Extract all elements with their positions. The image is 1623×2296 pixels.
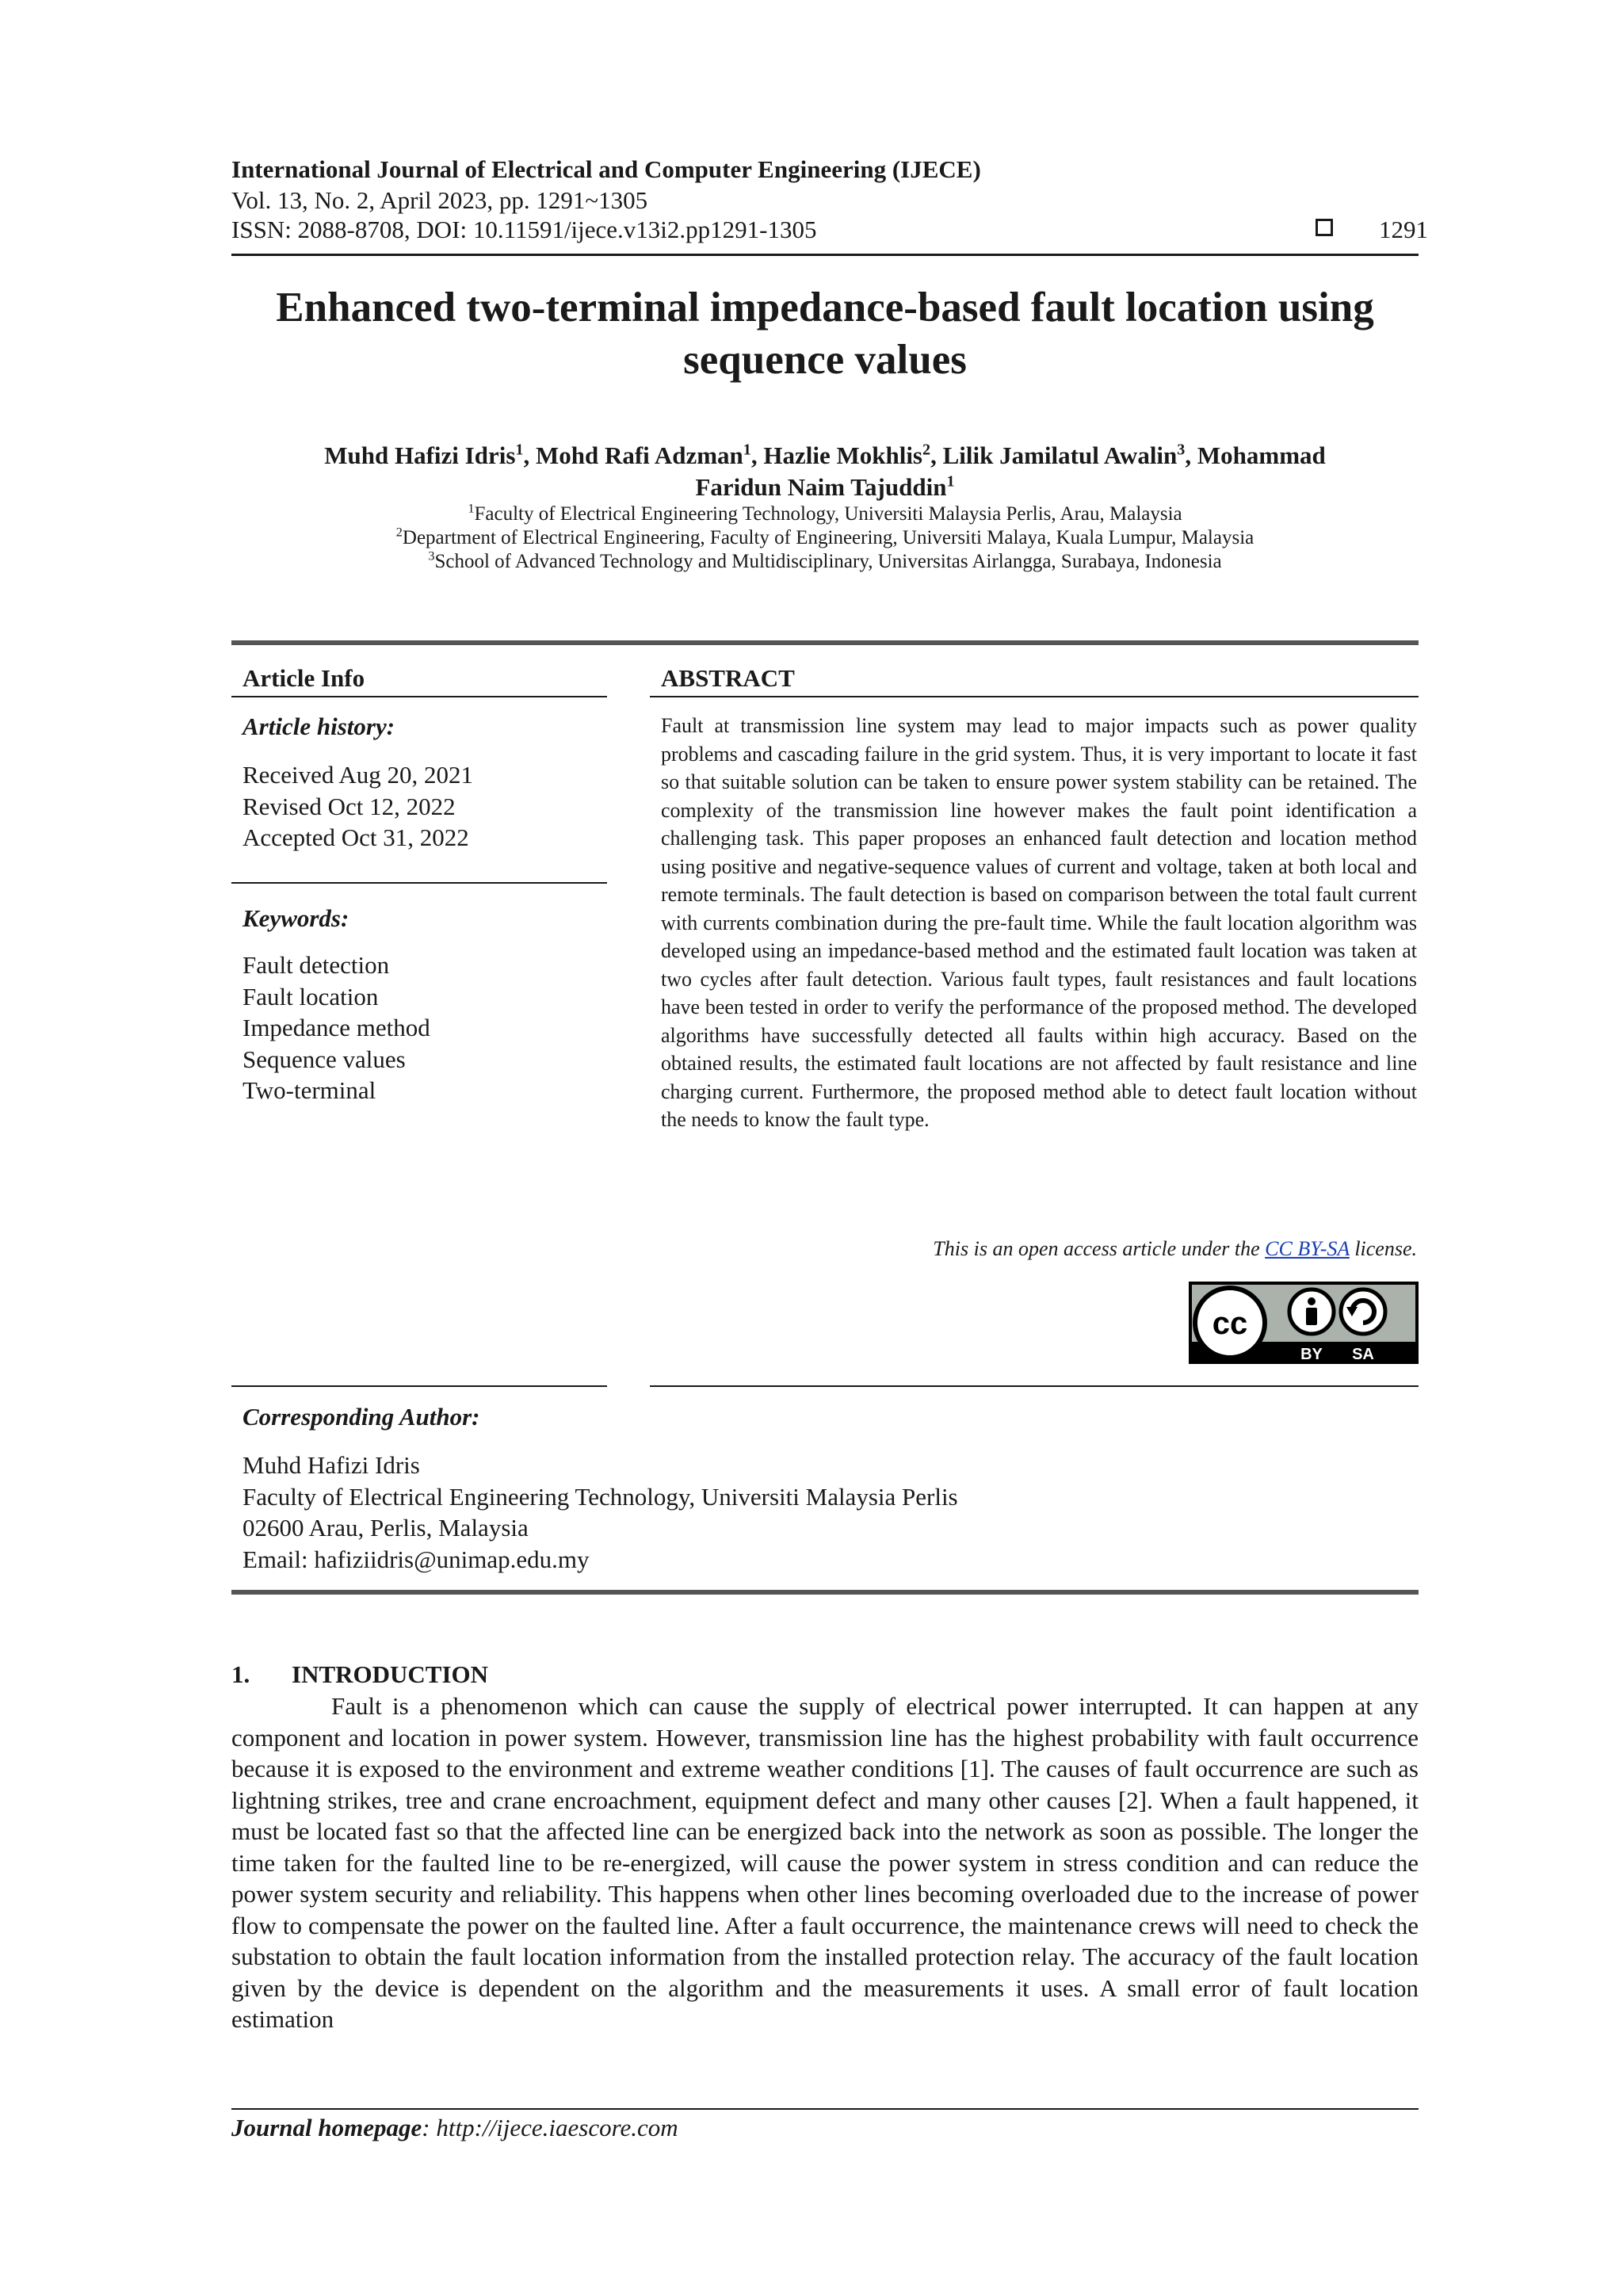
homepage-label: Journal homepage — [231, 2114, 422, 2141]
separator: , — [1185, 441, 1197, 469]
history-revised: Revised Oct 12, 2022 — [242, 792, 456, 820]
separator: , — [750, 441, 764, 469]
author-1: Muhd Hafizi Idris — [324, 441, 516, 469]
affiliation-2 — [231, 526, 1419, 550]
paper-title — [231, 281, 1419, 386]
affiliation-1-sup: 1 — [468, 501, 475, 516]
info-bottom-rule — [231, 1385, 607, 1387]
section-title: INTRODUCTION — [292, 1660, 489, 1688]
page-number: 1291 — [1379, 216, 1428, 243]
article-history-heading: Article history: — [242, 712, 395, 740]
keyword: Fault detection — [242, 951, 390, 979]
journal-homepage — [231, 2114, 678, 2142]
author-2-sup: 1 — [743, 441, 751, 459]
info-top-rule — [231, 640, 1419, 645]
corresponding-author-heading: Corresponding Author: — [242, 1403, 480, 1431]
abstract-heading: ABSTRACT — [661, 664, 795, 692]
title-line-2: sequence values — [683, 337, 967, 383]
affiliation-3-sup: 3 — [428, 548, 435, 563]
checkbox-square-icon — [1316, 219, 1333, 236]
history-received: Received Aug 20, 2021 — [242, 761, 474, 789]
section-number: 1. — [231, 1660, 250, 1688]
author-5-sup: 1 — [946, 472, 955, 491]
history-rule — [231, 882, 607, 884]
author-2: Mohd Rafi Adzman — [535, 441, 743, 469]
license-prefix: This is an open access article under the — [933, 1237, 1266, 1260]
cc-by-sa-badge — [1189, 1282, 1419, 1364]
issn-line: ISSN: 2088-8708, DOI: 10.11591/ijece.v13i2.pp1291-1305 — [231, 216, 817, 243]
author-5-part-2: Faridun Naim Tajuddin — [695, 473, 947, 501]
sa-label: SA — [1352, 1346, 1374, 1363]
abstract-bottom-rule — [650, 1385, 1419, 1387]
article-info-rule — [231, 696, 607, 697]
cc-by-sa-link[interactable]: CC BY-SA — [1265, 1237, 1350, 1260]
author-4-sup: 3 — [1177, 441, 1186, 459]
corresponding-affiliation: Faculty of Electrical Engineering Technology, Universiti Malaysia Perlis — [242, 1482, 958, 1511]
abstract-text: Fault at transmission line system may lead to major impacts such as power quality problems and cascading failure in the grid system. Thus, it is very important to locate it fast so that suitable solution can be taken to ensure power system stability can be retained. The complexity of the transmission line however makes the fault point identification a challenging task. This paper proposes an enhanced fault detection and location method using positive and negative-sequence values of current and voltage, taken at both local and remote terminals. The fault detection is based on comparison between the total fault current with currents combination during the pre-fault time. While the fault location algorithm was developed using an impedance-based method and the estimated fault location was taken at two cycles after fault detection. Various fault types, fault resistances and fault locations have been tested in order to verify the performance of the proposed method. The developed algorithms have successfully detected all faults within high accuracy. Based on the obtained results, the estimated fault locations are not affected by fault resistance and line charging current. Furthermore, the proposed method able to detect fault location without the needs to know the fault type. — [661, 714, 1417, 1131]
corresponding-bottom-rule — [231, 1590, 1419, 1595]
cc-logo-text: cc — [1212, 1306, 1248, 1341]
corresponding-name: Muhd Hafizi Idris — [242, 1451, 420, 1479]
title-line-1: Enhanced two-terminal impedance-based fault location using — [276, 285, 1374, 330]
journal-name: International Journal of Electrical and Computer Engineering (IJECE) — [231, 155, 981, 183]
homepage-url: : http://ijece.iaescore.com — [422, 2114, 678, 2141]
keyword: Impedance method — [242, 1014, 430, 1041]
introduction-text: Fault is a phenomenon which can cause the supply of electrical power interrupted. It can happen at any component and location in power system. However, transmission line has the highest probability with fault occurrence because it is exposed to the environment and extreme weather conditions [1]. The causes of fault occurrence are such as lightning strikes, tree and crane encroachment, equipment defect and many other causes [2]. When a fault happened, it must be located fast so that the affected line can be energized back into the network as soon as possible. The longer the time taken for the faulted line to be re-energized, will cause the power system in stress condition and can reduce the power system security and reliability. This happens when other lines becoming overloaded due to the increase of power flow to compensate the power on the faulted line. After a fault occurrence, the maintenance crews will need to check the substation to obtain the fault location information from the installed protection relay. The accuracy of the fault location given by the device is dependent on the algorithm and the measurements it uses. A small error of fault location estimation — [231, 1692, 1419, 2033]
abstract-rule — [650, 696, 1419, 697]
article-info-heading: Article Info — [242, 664, 365, 692]
keyword: Two-terminal — [242, 1076, 376, 1104]
article-history — [242, 759, 473, 854]
volume-line: Vol. 13, No. 2, April 2023, pp. 1291~1305 — [231, 186, 648, 214]
separator: , — [523, 441, 536, 469]
by-label: BY — [1300, 1346, 1323, 1363]
separator: , — [930, 441, 943, 469]
history-accepted: Accepted Oct 31, 2022 — [242, 823, 469, 851]
introduction-heading — [231, 1660, 488, 1689]
affiliation-3 — [231, 550, 1419, 574]
corresponding-email: Email: hafiziidris@unimap.edu.my — [242, 1545, 590, 1573]
affiliation-1 — [231, 502, 1419, 526]
author-3-sup: 2 — [922, 441, 931, 459]
corresponding-author-details — [242, 1450, 958, 1575]
keyword: Fault location — [242, 982, 379, 1010]
corresponding-address: 02600 Arau, Perlis, Malaysia — [242, 1514, 529, 1541]
author-list — [231, 440, 1419, 503]
affiliation-1-text: Faculty of Electrical Engineering Technology, Universiti Malaysia Perlis, Arau, Malaysia — [474, 503, 1182, 525]
author-1-sup: 1 — [515, 441, 524, 459]
sa-sharealike-icon — [1341, 1289, 1385, 1334]
keyword: Sequence values — [242, 1045, 406, 1073]
license-note — [661, 1237, 1417, 1261]
author-3: Hazlie Mokhlis — [763, 441, 922, 469]
keywords-list — [242, 949, 430, 1106]
header-rule — [231, 254, 1419, 256]
affiliation-2-sup: 2 — [395, 525, 403, 540]
keywords-heading: Keywords: — [242, 904, 349, 932]
author-4: Lilik Jamilatul Awalin — [942, 441, 1178, 469]
affiliation-3-text: School of Advanced Technology and Multidisciplinary, Universitas Airlangga, Surabaya, Indonesia — [434, 551, 1222, 572]
license-suffix: license. — [1349, 1237, 1417, 1260]
affiliation-2-text: Department of Electrical Engineering, Faculty of Engineering, Universiti Malaya, Kuala Lumpur, Malaysia — [402, 527, 1254, 548]
footer-rule — [231, 2108, 1419, 2110]
author-5-part-1: Mohammad — [1197, 441, 1326, 469]
